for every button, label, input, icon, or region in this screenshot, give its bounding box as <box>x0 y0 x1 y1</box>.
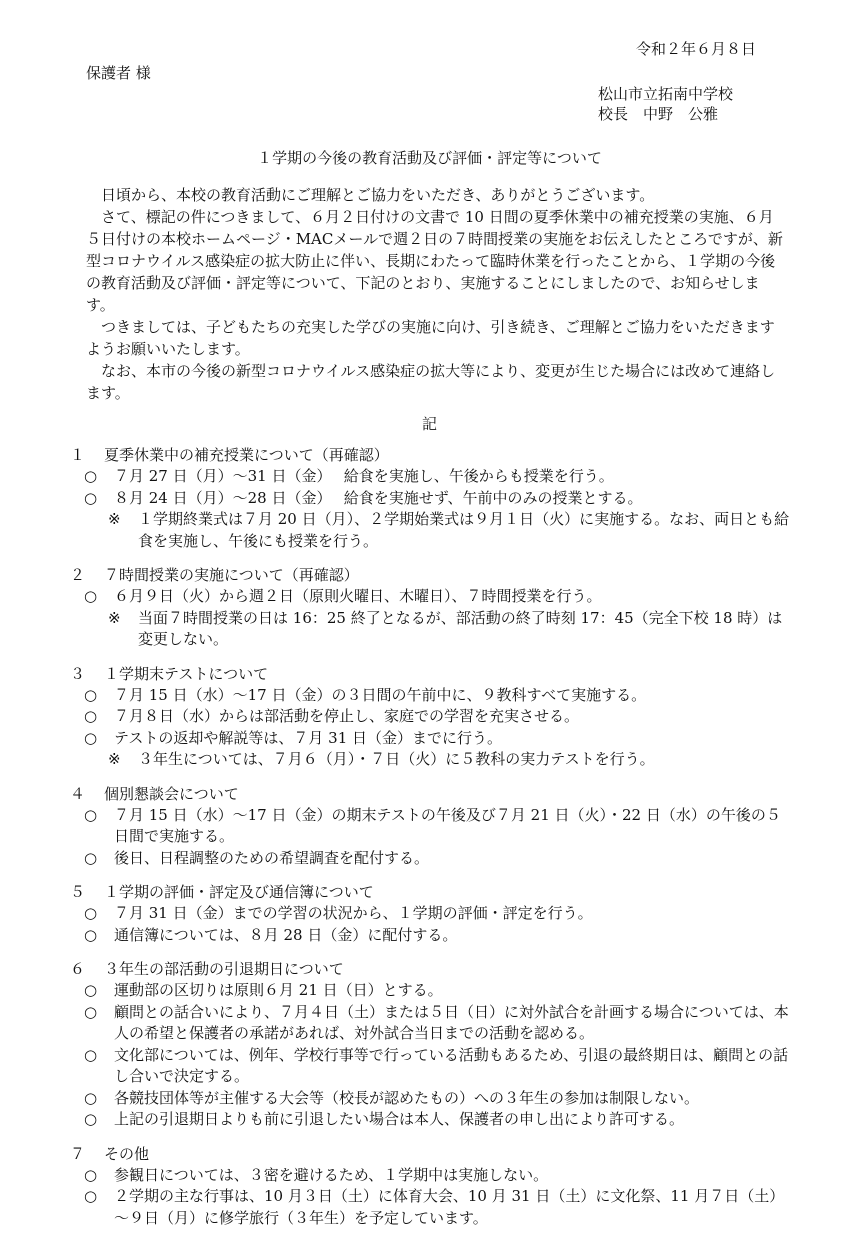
item-text: テストの返却や解説等は、７月 31 日（金）までに行う。 <box>114 728 503 747</box>
circle-bullet-icon: ○ <box>84 805 98 824</box>
document-title: １学期の今後の教育活動及び評価・評定等について <box>257 149 602 167</box>
sections-list <box>70 444 790 1241</box>
intro-paragraph: 日頃から、本校の教育活動にご理解とご協力をいただき、ありがとうございます。 <box>101 186 655 204</box>
circle-bullet-icon: ○ <box>84 1187 98 1205</box>
section <box>70 881 790 946</box>
circle-bullet-icon: ○ <box>84 1110 98 1128</box>
recipient: 保護者 様 <box>86 64 151 82</box>
circle-bullet-icon: ○ <box>84 848 98 867</box>
document-date: 令和２年６月８日 <box>636 40 757 58</box>
item-text: ７月 27 日（月）～31 日（金） 給食を実施し、午後からも授業を行う。 <box>114 467 614 485</box>
list-item <box>70 925 790 947</box>
item-text: 文化部については、例年、学校行事等で行っている活動もあるため、引退の最終期日は、顧問との話し合いで決定する。 <box>114 1045 789 1085</box>
list-item <box>70 1088 790 1110</box>
list-item <box>70 1186 790 1229</box>
circle-bullet-icon: ○ <box>84 488 98 507</box>
item-text: ７月８日（水）からは部活動を停止し、家庭での学習を充実させる。 <box>114 707 580 725</box>
section-number: ４ <box>70 784 86 803</box>
section-number: ６ <box>70 960 86 978</box>
circle-bullet-icon: ○ <box>84 685 98 704</box>
item-text: 通信簿については、８月 28 日（金）に配付する。 <box>114 925 458 944</box>
circle-bullet-icon: ○ <box>84 1002 98 1021</box>
circle-bullet-icon: ○ <box>84 1045 98 1064</box>
item-text: １学期終業式は７月 20 日（月）、２学期始業式は９月１日（火）に実施する。なお、両日とも給食を実施し、午後にも授業を行う。 <box>138 510 790 550</box>
list-item <box>70 1165 790 1187</box>
section-title: ３年生の部活動の引退期日について <box>104 960 344 978</box>
item-text: ２学期の主な行事は、10 月３日（土）に体育大会、10 月 31 日（土）に文化祭、11 月７日（土）～９日（月）に修学旅行（３年生）を予定しています。 <box>114 1187 785 1227</box>
note-item <box>70 749 790 771</box>
section-number: ２ <box>70 566 86 584</box>
section <box>70 564 790 651</box>
school-name: 松山市立拓南中学校 <box>598 85 734 103</box>
section-title: ７時間授業の実施について（再確認） <box>104 566 359 584</box>
section-heading <box>70 783 790 805</box>
section-number: ７ <box>70 1144 86 1163</box>
section <box>70 444 790 552</box>
section-title: 夏季休業中の補充授業について（再確認） <box>104 446 389 464</box>
section-title: 個別懇談会について <box>104 784 239 803</box>
item-text: ８月 24 日（月）～28 日（金） 給食を実施せず、午前中のみの授業とする。 <box>114 488 643 507</box>
list-item <box>70 685 790 707</box>
list-item <box>70 586 790 608</box>
item-text: 参観日については、３密を避けるため、１学期中は実施しない。 <box>114 1165 549 1184</box>
item-text: 顧問との話合いにより、７月４日（土）または５日（日）に対外試合を計画する場合については、本人の希望と保護者の承諾があれば、対外試合当日までの活動を認める。 <box>114 1002 789 1042</box>
circle-bullet-icon: ○ <box>84 467 98 485</box>
list-item <box>70 980 790 1002</box>
circle-bullet-icon: ○ <box>84 1088 98 1107</box>
note-item <box>70 608 790 651</box>
section <box>70 783 790 870</box>
item-text: 各競技団体等が主催する大会等（校長が認めたもの）への３年生の参加は制限しない。 <box>114 1088 700 1107</box>
item-text: 後日、日程調整のための希望調査を配付する。 <box>114 848 430 867</box>
list-item <box>70 1045 790 1088</box>
list-item <box>70 466 790 488</box>
section-heading <box>70 1143 790 1165</box>
note-mark-icon: ※ <box>108 608 121 627</box>
section-heading <box>70 958 790 980</box>
circle-bullet-icon: ○ <box>84 587 98 605</box>
section <box>70 1143 790 1230</box>
item-text: ７月 15 日（水）～17 日（金）の３日間の午前中に、９教科すべて実施する。 <box>114 685 647 704</box>
list-item <box>70 848 790 870</box>
circle-bullet-icon: ○ <box>84 707 98 725</box>
list-item <box>70 1109 790 1131</box>
intro-body <box>86 184 786 404</box>
section-heading <box>70 881 790 903</box>
circle-bullet-icon: ○ <box>84 981 98 999</box>
note-mark-icon: ※ <box>108 510 121 528</box>
section-number: １ <box>70 446 86 464</box>
section-number: ５ <box>70 883 86 901</box>
section-title: その他 <box>104 1144 150 1163</box>
circle-bullet-icon: ○ <box>84 925 98 944</box>
list-item <box>70 805 790 848</box>
section-heading <box>70 663 790 685</box>
list-item <box>70 706 790 728</box>
section-heading <box>70 564 790 586</box>
item-text: 運動部の区切りは原則６月 21 日（日）とする。 <box>114 981 443 999</box>
list-item <box>70 1002 790 1045</box>
ki-heading: 記 <box>421 415 437 433</box>
section <box>70 663 790 771</box>
circle-bullet-icon: ○ <box>84 904 98 922</box>
item-text: 上記の引退期日よりも前に引退したい場合は本人、保護者の申し出により許可する。 <box>114 1110 685 1128</box>
list-item <box>70 488 790 510</box>
intro-paragraph: なお、本市の今後の新型コロナウイルス感染症の拡大等により、変更が生じた場合には改めて連絡します。 <box>86 362 776 402</box>
note-mark-icon: ※ <box>108 750 121 768</box>
section-number: ３ <box>70 664 86 683</box>
item-text: 当面７時間授業の日は 16：25 終了となるが、部活動の終了時刻 17：45（完全下校 18 時）は変更しない。 <box>138 608 783 648</box>
section-heading <box>70 444 790 466</box>
intro-paragraph: つきましては、子どもたちの充実した学びの実施に向け、引き続き、ご理解とご協力をいただきますようお願いいたします。 <box>86 318 775 358</box>
circle-bullet-icon: ○ <box>84 728 98 747</box>
item-text: ３年生については、７月６（月）・７日（火）に５教科の実力テストを行う。 <box>138 750 655 768</box>
item-text: ７月 15 日（水）～17 日（金）の期末テストの午後及び７月 21 日（火）・22 日（水）の午後の５日間で実施する。 <box>114 805 781 845</box>
list-item <box>70 728 790 750</box>
section-title: １学期末テストについて <box>104 664 269 683</box>
note-item <box>70 509 790 552</box>
circle-bullet-icon: ○ <box>84 1165 98 1184</box>
section-title: １学期の評価・評定及び通信簿について <box>104 883 374 901</box>
list-item <box>70 903 790 925</box>
principal-name: 校長 中野 公雅 <box>598 105 719 123</box>
intro-paragraph: さて、標記の件につきまして、６月２日付けの文書で 10 日間の夏季休業中の補充授業の実施、６月５日付けの本校ホームページ・MACメールで週２日の７時間授業の実施をお伝えしたところですが、新型コロナウイルス感染症の拡大防止に伴い、長期にわたって臨時休業を行ったことから、１学期の今後の教育活動及び評価・評定等について、下記のとおり、実施することにしましたので、お知らせします。 <box>86 208 783 314</box>
item-text: ７月 31 日（金）までの学習の状況から、１学期の評価・評定を行う。 <box>114 904 593 922</box>
item-text: ６月９日（火）から週２日（原則火曜日、木曜日）、７時間授業を行う。 <box>114 587 602 605</box>
section <box>70 958 790 1131</box>
